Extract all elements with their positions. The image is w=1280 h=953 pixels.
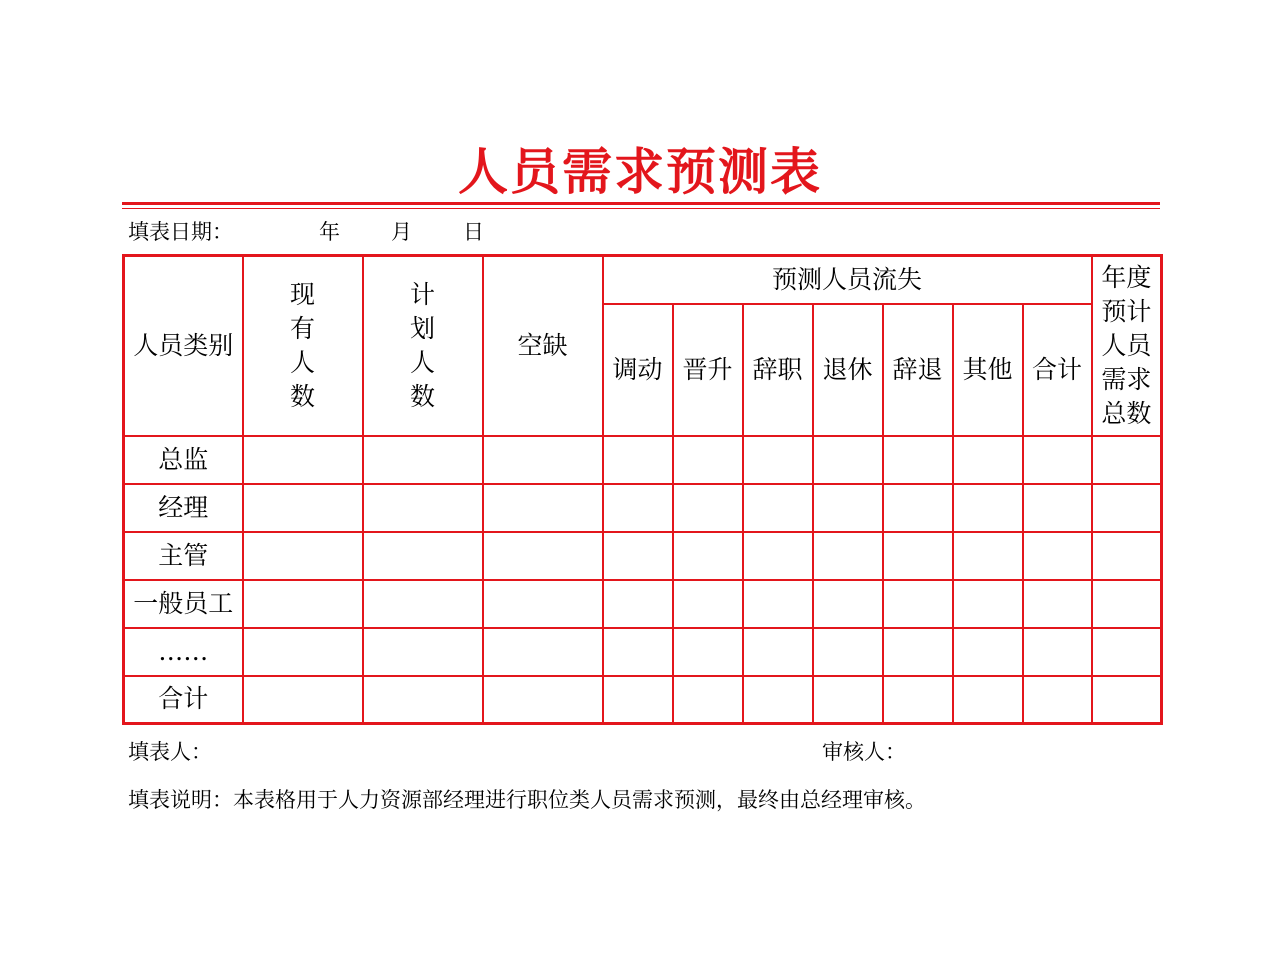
table-cell[interactable] <box>673 436 743 484</box>
table-cell[interactable] <box>1023 436 1092 484</box>
table-cell[interactable] <box>673 484 743 532</box>
table-cell[interactable] <box>813 676 883 724</box>
table-cell[interactable] <box>1092 676 1162 724</box>
table-cell[interactable] <box>243 484 363 532</box>
table-cell[interactable] <box>673 580 743 628</box>
title-rule-thin <box>122 208 1160 209</box>
header-attrition-promotion: 晋升 <box>673 304 743 436</box>
table-cell[interactable] <box>363 628 483 676</box>
row-label-ellipsis: …… <box>124 628 243 676</box>
date-day-label: 日 <box>463 220 484 244</box>
date-month-label: 月 <box>391 220 412 244</box>
table-cell[interactable] <box>603 436 673 484</box>
table-cell[interactable] <box>363 532 483 580</box>
table-cell[interactable] <box>883 580 953 628</box>
header-current-count: 现有人数 <box>243 256 363 436</box>
table-cell[interactable] <box>743 676 813 724</box>
table-cell[interactable] <box>743 484 813 532</box>
table-cell[interactable] <box>243 628 363 676</box>
table-cell[interactable] <box>243 532 363 580</box>
table-cell[interactable] <box>363 436 483 484</box>
table-cell[interactable] <box>603 676 673 724</box>
table-cell[interactable] <box>743 580 813 628</box>
table-cell[interactable] <box>953 676 1023 724</box>
header-attrition-other: 其他 <box>953 304 1023 436</box>
fill-date-label: 填表日期： <box>128 220 233 244</box>
table-cell[interactable] <box>483 532 603 580</box>
row-label-total: 合计 <box>124 676 243 724</box>
table-row <box>124 436 1162 484</box>
table-cell[interactable] <box>243 676 363 724</box>
table-cell[interactable] <box>483 628 603 676</box>
table-cell[interactable] <box>883 628 953 676</box>
table-cell[interactable] <box>1092 580 1162 628</box>
table-row <box>124 532 1162 580</box>
page-title: 人员需求预测表 <box>458 142 822 201</box>
header-attrition-dismissal: 辞退 <box>883 304 953 436</box>
table-cell[interactable] <box>363 676 483 724</box>
table-cell[interactable] <box>483 676 603 724</box>
table-cell[interactable] <box>1092 436 1162 484</box>
forecast-table <box>122 254 1163 725</box>
table-cell[interactable] <box>603 628 673 676</box>
table-cell[interactable] <box>603 580 673 628</box>
filler-label: 填表人： <box>128 740 212 764</box>
header-attrition-resignation: 辞职 <box>743 304 813 436</box>
table-cell[interactable] <box>243 580 363 628</box>
header-row-1 <box>124 256 1162 304</box>
table-cell[interactable] <box>953 484 1023 532</box>
table-row <box>124 628 1162 676</box>
table-cell[interactable] <box>883 676 953 724</box>
table-cell[interactable] <box>1023 580 1092 628</box>
table-cell[interactable] <box>883 484 953 532</box>
table-cell[interactable] <box>883 532 953 580</box>
table-cell[interactable] <box>243 436 363 484</box>
table-cell[interactable] <box>1023 676 1092 724</box>
reviewer-label: 审核人： <box>822 740 906 764</box>
table-cell[interactable] <box>603 532 673 580</box>
row-label-supervisor: 主管 <box>124 532 243 580</box>
table-cell[interactable] <box>813 580 883 628</box>
table-cell[interactable] <box>1092 628 1162 676</box>
row-label-manager: 经理 <box>124 484 243 532</box>
table-cell[interactable] <box>1092 484 1162 532</box>
header-annual-total: 年度预计人员需求总数 <box>1092 256 1162 436</box>
table-cell[interactable] <box>813 532 883 580</box>
header-vacancy: 空缺 <box>483 256 603 436</box>
table-cell[interactable] <box>1023 484 1092 532</box>
table-row <box>124 484 1162 532</box>
header-category: 人员类别 <box>124 256 243 436</box>
table-cell[interactable] <box>1092 532 1162 580</box>
table-cell[interactable] <box>363 484 483 532</box>
table-cell[interactable] <box>673 532 743 580</box>
table-cell[interactable] <box>953 532 1023 580</box>
header-planned-count: 计划人数 <box>363 256 483 436</box>
title-rule-thick <box>122 202 1160 205</box>
table-cell[interactable] <box>603 484 673 532</box>
table-cell[interactable] <box>483 436 603 484</box>
header-attrition-subtotal: 合计 <box>1023 304 1092 436</box>
table-cell[interactable] <box>953 580 1023 628</box>
row-label-director: 总监 <box>124 436 243 484</box>
table-cell[interactable] <box>483 484 603 532</box>
table-cell[interactable] <box>813 628 883 676</box>
table-cell[interactable] <box>483 580 603 628</box>
table-cell[interactable] <box>673 676 743 724</box>
table-cell[interactable] <box>953 436 1023 484</box>
header-attrition-transfer: 调动 <box>603 304 673 436</box>
table-cell[interactable] <box>743 628 813 676</box>
table-cell[interactable] <box>363 580 483 628</box>
table-row <box>124 676 1162 724</box>
table-cell[interactable] <box>743 436 813 484</box>
header-attrition-retirement: 退休 <box>813 304 883 436</box>
date-year-label: 年 <box>319 220 340 244</box>
table-cell[interactable] <box>1023 628 1092 676</box>
instructions-note: 填表说明：本表格用于人力资源部经理进行职位类人员需求预测，最终由总经理审核。 <box>128 788 926 812</box>
table-cell[interactable] <box>883 436 953 484</box>
table-cell[interactable] <box>1023 532 1092 580</box>
table-cell[interactable] <box>673 628 743 676</box>
table-cell[interactable] <box>813 436 883 484</box>
row-label-staff: 一般员工 <box>124 580 243 628</box>
table-row <box>124 580 1162 628</box>
table-cell[interactable] <box>813 484 883 532</box>
header-attrition-group: 预测人员流失 <box>603 256 1092 304</box>
table-cell[interactable] <box>953 628 1023 676</box>
table-cell[interactable] <box>743 532 813 580</box>
